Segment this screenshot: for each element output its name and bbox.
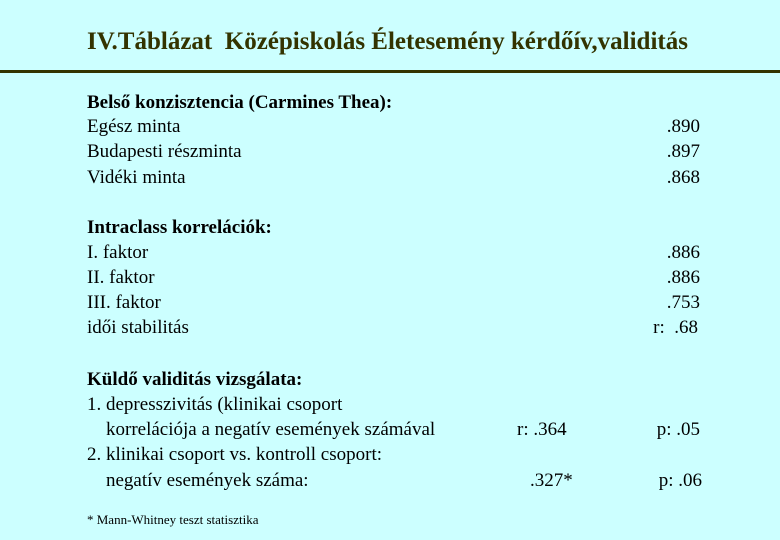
row-label-rural-sample: Vidéki minta: [87, 167, 186, 188]
row-value-factor-1: .886: [666, 242, 700, 263]
row-label-temporal-stability: idői stabilitás: [87, 317, 189, 338]
row-label-factor-3: III. faktor: [87, 292, 161, 313]
title-divider: [0, 70, 780, 73]
row-label-factor-2: II. faktor: [87, 267, 155, 288]
criterion-validity-heading: Küldő validitás vizsgálata:: [87, 369, 303, 390]
intraclass-heading: Intraclass korrelációk:: [87, 217, 272, 238]
criterion-item-2-p-value: p: .06: [658, 470, 702, 491]
page-title: IV.Táblázat Középiskolás Életesemény kérdőív,validitás: [87, 28, 688, 55]
criterion-item-2-line-2: negatív események száma:: [106, 470, 309, 491]
criterion-item-1-r-value: r: .364: [517, 419, 567, 440]
row-value-factor-3: .753: [666, 292, 700, 313]
row-label-budapest-subsample: Budapesti részminta: [87, 141, 242, 162]
row-value-rural-sample: .868: [666, 167, 700, 188]
criterion-item-2-line-1: 2. klinikai csoport vs. kontroll csoport:: [87, 444, 383, 465]
criterion-item-2-value: .327*: [530, 470, 573, 491]
row-label-factor-1: I. faktor: [87, 242, 149, 263]
row-value-budapest-subsample: .897: [666, 141, 700, 162]
row-label-whole-sample: Egész minta: [87, 116, 181, 137]
row-value-whole-sample: .890: [666, 116, 700, 137]
criterion-item-1-line-1: 1. depresszivitás (klinikai csoport: [87, 394, 343, 415]
internal-consistency-heading: Belső konzisztencia (Carmines Thea):: [87, 92, 393, 113]
criterion-item-1-p-value: p: .05: [656, 419, 700, 440]
row-value-factor-2: .886: [666, 267, 700, 288]
row-value-temporal-stability: r: .68: [653, 317, 698, 338]
footnote: * Mann-Whitney teszt statisztika: [87, 512, 259, 527]
criterion-item-1-line-2: korrelációja a negatív események számával: [106, 419, 436, 440]
